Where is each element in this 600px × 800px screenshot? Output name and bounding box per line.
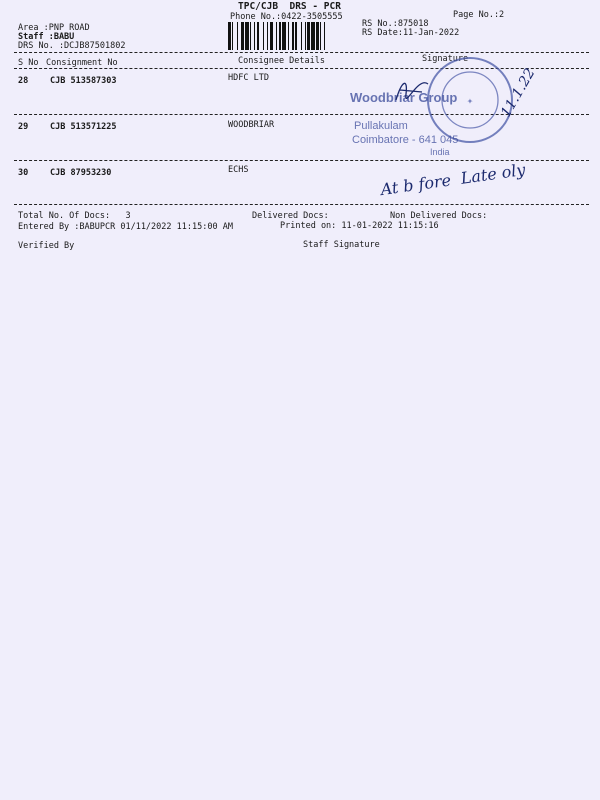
- handwritten-signature: [392, 72, 432, 108]
- row-consignee: ECHS: [228, 165, 249, 175]
- table-divider-bottom: [14, 204, 589, 205]
- handwritten-note: At b fore Late oly: [379, 159, 527, 200]
- phone-number: Phone No.:0422-3505555: [230, 12, 343, 22]
- printed-on: Printed on: 11-01-2022 11:15:16: [280, 221, 439, 231]
- rs-date: RS Date:11-Jan-2022: [362, 28, 460, 38]
- row-sno: 29: [18, 122, 29, 132]
- row-divider: [14, 160, 589, 161]
- column-consignee-details: Consignee Details: [238, 56, 325, 66]
- column-signature: Signature: [422, 54, 469, 64]
- area-field: Area :PNP ROAD: [18, 23, 90, 33]
- delivered-docs: Delivered Docs:: [252, 211, 329, 221]
- svg-text:✦: ✦: [466, 97, 474, 106]
- column-consignment-no: Consignment No: [46, 58, 118, 68]
- row-sno: 28: [18, 76, 29, 86]
- row-consignment-no: CJB 513587303: [50, 76, 117, 86]
- barcode: [228, 22, 352, 50]
- non-delivered-docs: Non Delivered Docs:: [390, 211, 488, 221]
- header-divider-top: [14, 52, 589, 53]
- stamp-company: Woodbriar Group: [350, 90, 458, 105]
- verified-by: Verified By: [18, 241, 75, 251]
- stamp-locality: Pullakulam: [354, 120, 408, 132]
- staff-signature: Staff Signature: [303, 240, 380, 250]
- stamp-city: Coimbatore - 641 045: [352, 134, 459, 146]
- stamp-country: India: [430, 147, 450, 157]
- column-sno: S No: [18, 58, 39, 68]
- entered-by: Entered By :BABUPCR 01/11/2022 11:15:00 AM: [18, 222, 233, 232]
- row-consignment-no: CJB 513571225: [50, 122, 117, 132]
- total-docs: Total No. Of Docs: 3: [18, 211, 131, 221]
- page-number: Page No.:2: [453, 10, 505, 20]
- staff-field: Staff :BABU: [18, 32, 75, 42]
- handwritten-date: 11.1.22: [498, 65, 539, 120]
- rs-number: RS No.:875018: [362, 19, 429, 29]
- row-sno: 30: [18, 168, 29, 178]
- document-title: TPC/CJB DRS - PCR: [238, 1, 341, 12]
- row-consignee: HDFC LTD: [228, 73, 269, 83]
- drs-number: DRS No. :DCJB87501802: [18, 41, 126, 51]
- row-consignee: WOODBRIAR: [228, 120, 275, 130]
- row-consignment-no: CJB 87953230: [50, 168, 112, 178]
